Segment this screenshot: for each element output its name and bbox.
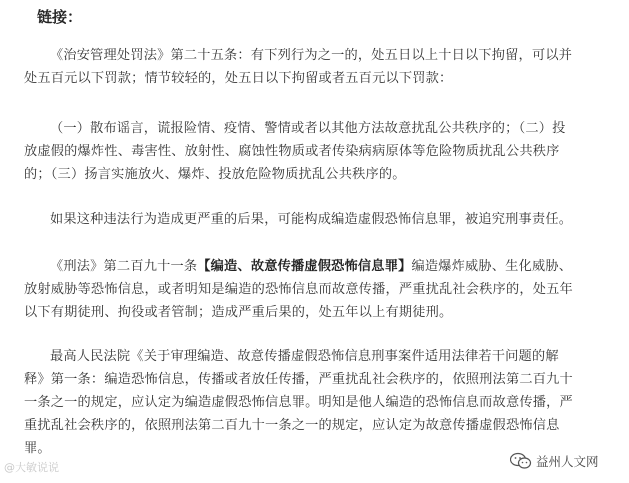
text-line: 释》第一条：编造恐怖信息，传播或者放任传播，严重扰乱社会秩序的，依照刑法第二百九十 xyxy=(24,372,573,387)
text-line: 《治安管理处罚法》第二十五条：有下列行为之一的，处五日以上十日以下拘留，可以并 xyxy=(50,48,573,63)
watermark-source xyxy=(508,451,603,471)
criminal-law-article: 《刑法》第二百九十一条 xyxy=(50,259,198,274)
text-line: 最高人民法院《关于审理编造、故意传播虚假恐怖信息刑事案件适用法律若干问题的解 xyxy=(50,349,559,364)
paragraph-judicial-interpretation xyxy=(24,345,608,460)
text-line: 处五百元以下罚款；情节较轻的，处五日以下拘留或者五百元以下罚款： xyxy=(24,71,453,86)
crime-name: 【编造、故意传播虚假恐怖信息罪】 xyxy=(197,259,412,274)
paragraph-public-security-law xyxy=(24,44,608,90)
text-line: 《刑法》第二百九十一条【编造、故意传播虚假恐怖信息罪】编造爆炸威胁、生化威胁、 xyxy=(50,259,573,274)
text-line: 重扰乱社会秩序的，依照刑法第二百九十一条之一的规定，应认定为故意传播虚假恐怖信息 xyxy=(24,418,560,433)
watermark-source-label: 益州人文网 xyxy=(536,454,599,469)
text-line: 如果这种违法行为造成更严重的后果，可能构成编造虚假恐怖信息罪，被追究刑事责任。 xyxy=(50,212,573,227)
paragraph-criminal-law xyxy=(24,255,608,324)
text-line: 罪。 xyxy=(24,441,51,456)
text-line: 以下有期徒刑、拘役或者管制；造成严重后果的，处五年以上有期徒刑。 xyxy=(24,305,453,320)
text-line: 的；（三）扬言实施放火、爆炸、投放危险物质扰乱公共秩序的。 xyxy=(24,167,406,182)
text-line: 一条之一的规定，应认定为编造虚假恐怖信息罪。明知是他人编造的恐怖信息而故意传播，严 xyxy=(24,395,573,410)
watermark-author: @大敏说说 xyxy=(4,461,59,474)
text-line: 放射威胁等恐怖信息，或者明知是编造的恐怖信息而故意传播，严重扰乱社会秩序的，处五年 xyxy=(24,282,573,297)
wechat-icon xyxy=(510,452,532,470)
paragraph-consequence xyxy=(24,208,608,231)
paragraph-items-list xyxy=(24,117,608,186)
text-line: 放虚假的爆炸性、毒害性、放射性、腐蚀性物质或者传染病病原体等危险物质扰乱公共秩序 xyxy=(24,144,560,159)
link-heading: 链接： xyxy=(37,8,83,26)
text-line: （一）散布谣言，谎报险情、疫情、警情或者以其他方法故意扰乱公共秩序的；（二）投 xyxy=(50,121,566,136)
